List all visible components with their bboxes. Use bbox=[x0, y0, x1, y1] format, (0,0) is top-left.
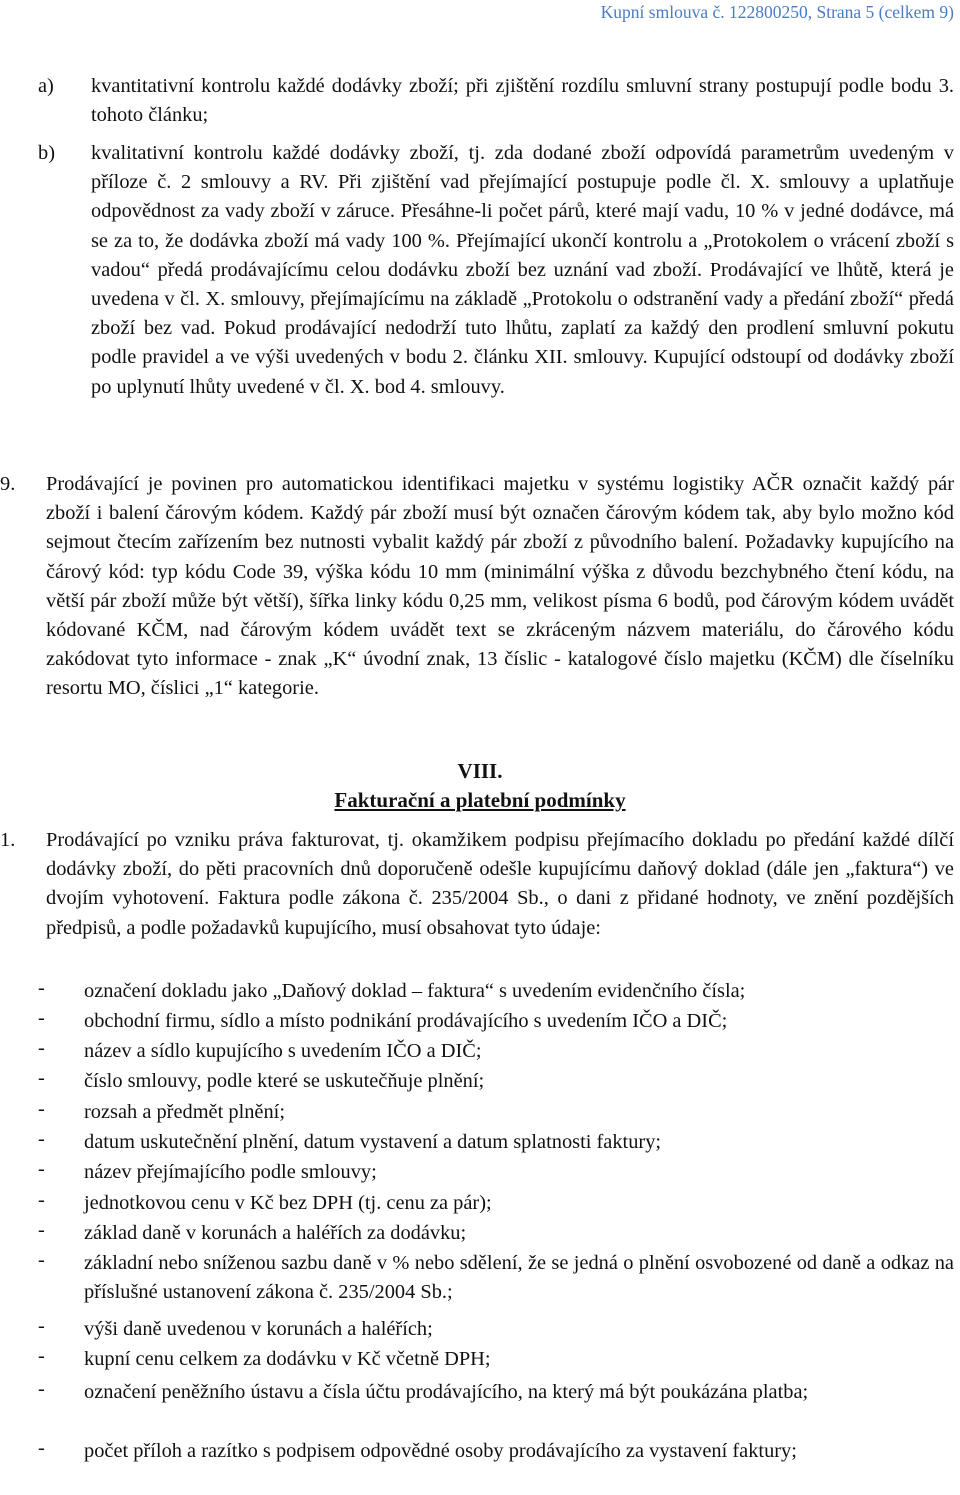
dash-marker: - bbox=[38, 1158, 45, 1180]
dash-marker: - bbox=[38, 1128, 45, 1150]
section-number: VIII. bbox=[457, 759, 503, 783]
list-item-text: počet příloh a razítko s podpisem odpovědné osoby prodávajícího za vystavení faktury; bbox=[84, 1440, 797, 1462]
dash-marker: - bbox=[38, 1249, 45, 1271]
list-item-text: kvalitativní kontrolu každé dodávky zboží, tj. zda dodané zboží odpovídá parametrům uvedeným v příloze č. 2 smlouvy a RV. Při zjištění vad přejímající postupuje podle čl. X. smlouvy a uplatňuje odpovědnost za vady zboží v záruce. Přesáhne-li počet párů, které mají vadu, 10 % v jedné dodávce, má se za to, že dodávka zboží má vady 100 %. Přejímající ukončí kontrolu a „Protokolem o vrácení zboží s vadou“ předá prodávajícímu celou dodávku zboží bez uznání vad zboží. Prodávající ve lhůtě, která je uvedena v čl. X. smlouvy, přejímajícímu na základě „Protokolu o odstranění vady a předání zboží“ předá zboží bez vad. Pokud prodávající nedodrží tuto lhůtu, zaplatí za každý den prodlení smluvní pokutu podle pravidel a ve výši uvedených v bodu 2. článku XII. smlouvy. Kupující odstoupí od dodávky zboží po uplynutí lhůty uvedené v čl. X. bod 4. smlouvy. bbox=[91, 142, 954, 398]
dash-marker: - bbox=[38, 1067, 45, 1089]
dash-marker: - bbox=[38, 1378, 45, 1400]
page-header: Kupní smlouva č. 122800250, Strana 5 (celkem 9) bbox=[600, 2, 954, 22]
item-number: 9. bbox=[0, 473, 16, 495]
dash-marker: - bbox=[38, 1315, 45, 1337]
list-item-text: kupní cenu celkem za dodávku v Kč včetně DPH; bbox=[84, 1348, 491, 1370]
dash-marker: - bbox=[38, 1189, 45, 1211]
list-item-text: označení peněžního ústavu a čísla účtu prodávajícího, na který má být poukázána platba; bbox=[84, 1381, 809, 1403]
dash-marker: - bbox=[38, 1219, 45, 1241]
list-item-text: datum uskutečnění plnění, datum vystavení a datum splatnosti faktury; bbox=[84, 1131, 662, 1153]
list-item-text: jednotkovou cenu v Kč bez DPH (tj. cenu za pár); bbox=[84, 1192, 492, 1214]
list-item-text: kvantitativní kontrolu každé dodávky zboží; při zjištění rozdílu smluvní strany postupují podle bodu 3. tohoto článku; bbox=[91, 75, 954, 127]
list-item-text: základ daně v korunách a haléřích za dodávku; bbox=[84, 1222, 467, 1244]
list-item-text: název a sídlo kupujícího s uvedením IČO a DIČ; bbox=[84, 1040, 482, 1062]
dash-marker: - bbox=[38, 1437, 45, 1459]
list-item-text: název přejímajícího podle smlouvy; bbox=[84, 1161, 377, 1183]
dash-marker: - bbox=[38, 1345, 45, 1367]
list-marker: b) bbox=[38, 142, 55, 164]
list-marker: a) bbox=[38, 75, 54, 97]
dash-marker: - bbox=[38, 1007, 45, 1029]
dash-marker: - bbox=[38, 977, 45, 999]
list-item-text: výši daně uvedenou v korunách a haléřích; bbox=[84, 1318, 433, 1340]
list-item-text: základní nebo sníženou sazbu daně v % nebo sdělení, že se jedná o plnění osvobozené od daně a odkaz na příslušné ustanovení zákona č. 235/2004 Sb.; bbox=[84, 1252, 954, 1304]
item-number: 1. bbox=[0, 829, 16, 851]
dash-marker: - bbox=[38, 1037, 45, 1059]
list-item-text: obchodní firmu, sídlo a místo podnikání prodávajícího s uvedením IČO a DIČ; bbox=[84, 1010, 728, 1032]
dash-marker: - bbox=[38, 1098, 45, 1120]
list-item-text: rozsah a předmět plnění; bbox=[84, 1101, 285, 1123]
item-text: Prodávající po vzniku práva fakturovat, tj. okamžikem podpisu přejímacího dokladu po předání každé dílčí dodávky zboží, do pěti pracovních dnů doporučeně odešle kupujícímu daňový doklad (dále jen „faktura“) ve dvojím vyhotovení. Faktura podle zákona č. 235/2004 Sb., o dani z přidané hodnoty, ve znění pozdějších předpisů, a podle požadavků kupujícího, musí obsahovat tyto údaje: bbox=[46, 829, 954, 939]
item-text: Prodávající je povinen pro automatickou identifikaci majetku v systému logistiky AČR označit každý pár zboží i balení čárovým kódem. Každý pár zboží musí být označen čárovým kódem tak, aby bylo možno kód sejmout čtecím zařízením bez nutnosti vybalit každý pár zboží z původního balení. Požadavky kupujícího na čárový kód: typ kódu Code 39, výška kódu 10 mm (minimální výška z důvodu bezchybného čtení kódu, na větší pár zboží může být větší), šířka linky kódu 0,25 mm, velikost písma 6 bodů, pod čárovým kódem uvádět kódované KČM, nad čárovým kódem uvádět text se zkráceným názvem materiálu, do čárového kódu zakódovat tyto informace - znak „K“ úvodní znak, 13 číslic - katalogové číslo majetku (KČM) dle číselníku resortu MO, číslici „1“ kategorie. bbox=[46, 473, 954, 700]
list-item-text: označení dokladu jako „Daňový doklad – faktura“ s uvedením evidenčního čísla; bbox=[84, 980, 746, 1002]
section-title: Fakturační a platební podmínky bbox=[334, 788, 626, 812]
list-item-text: číslo smlouvy, podle které se uskutečňuje plnění; bbox=[84, 1070, 485, 1092]
